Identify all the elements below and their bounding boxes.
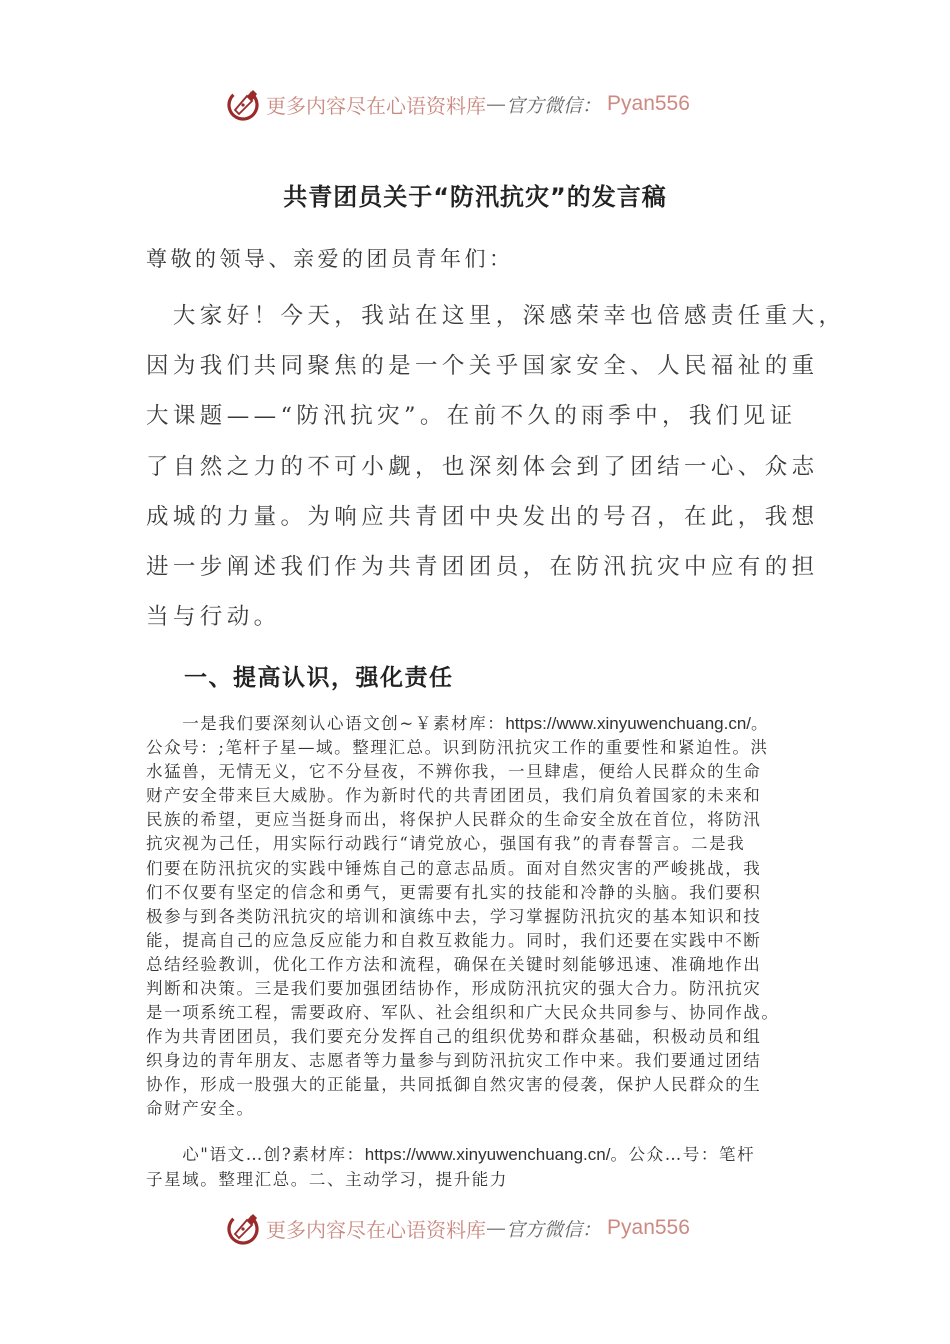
- intro-line: 大家好！今天，我站在这里，深感荣幸也倍感责任重大，: [146, 303, 846, 329]
- section-line: 命财产安全。: [146, 1099, 255, 1118]
- promo-text: 更多内容尽在心语资料库: [266, 1217, 486, 1242]
- section-line: 总结经验教训，优化工作方法和流程，确保在关键时刻能够迅速、准确地作出: [146, 955, 762, 974]
- website-link[interactable]: https://www.xinyuwenchuang.cn/: [505, 714, 752, 733]
- watermark-line-2: 子星域。整理汇总。二、主动学习，提升能力: [146, 1170, 508, 1189]
- separator-dash: —: [486, 1216, 506, 1240]
- wechat-handle: Pyan556: [607, 92, 690, 115]
- section-line: 民族的希望，更应当挺身而出，将保护人民群众的生命安全放在首位，将防汛: [146, 810, 762, 829]
- section-line: 判断和决策。三是我们要加强团结协作，形成防汛抗灾的强大合力。防汛抗灾: [146, 979, 762, 998]
- section-line: 水猛兽，无情无义，它不分昼夜，不辨你我，一旦肆虐，便给人民群众的生命: [146, 762, 762, 781]
- line-suffix: 。: [751, 714, 770, 733]
- intro-line: 因为我们共同聚焦的是一个关乎国家安全、人民福祉的重: [146, 353, 819, 379]
- section-line: 财产安全带来巨大威胁。作为新时代的共青团团员，我们肩负着国家的未来和: [146, 786, 762, 805]
- section-line: 公众号：;笔杆子星—域。整理汇总。识到防汛抗灾工作的重要性和紧迫性。洪: [146, 738, 769, 757]
- section-line: 们要在防汛抗灾的实践中锤炼自己的意志品质。面对自然灾害的严峻挑战，我: [146, 859, 762, 878]
- footer-watermark-banner: [226, 1208, 726, 1248]
- intro-line: 进一步阐述我们作为共青团团员，在防汛抗灾中应有的担: [146, 554, 819, 580]
- intro-line: 大课题——“防汛抗灾”。在前不久的雨季中，我们见证: [146, 403, 797, 429]
- section-line: 是一项系统工程，需要政府、军队、社会组织和广大民众共同参与、协同作战。: [146, 1003, 780, 1022]
- document-title: 共青团员关于“防汛抗灾”的发言稿: [283, 183, 667, 211]
- header-watermark-banner: [226, 84, 726, 124]
- section-line-first: [146, 710, 769, 734]
- section-heading: 一、提高认识，强化责任: [184, 665, 454, 691]
- website-link[interactable]: https://www.xinyuwenchuang.cn/: [364, 1145, 611, 1164]
- pen-nib-logo-icon: [226, 86, 262, 122]
- pen-nib-logo-icon: [226, 1210, 262, 1246]
- intro-line: 了自然之力的不可小觑，也深刻体会到了团结一心、众志: [146, 454, 819, 480]
- section-line: 织身边的青年朋友、志愿者等力量参与到防汛抗灾工作中来。我们要通过团结: [146, 1051, 762, 1070]
- promo-text: 更多内容尽在心语资料库: [266, 93, 486, 118]
- section-line: 抗灾视为己任，用实际行动践行“请党放心，强国有我”的青春誓言。二是我: [146, 834, 746, 853]
- greeting-line: 尊敬的领导、亲爱的团员青年们：: [146, 247, 514, 271]
- wechat-label: 官方微信：: [506, 94, 602, 117]
- section-line: 们不仅要有坚定的信念和勇气，更需要有扎实的技能和冷静的头脑。我们要积: [146, 883, 762, 902]
- line-prefix: 心"语文…创?素材库：: [146, 1145, 365, 1164]
- line-prefix: 一是我们要深刻认心语文创~￥素材库：: [146, 714, 506, 733]
- section-line: 能，提高自己的应急反应能力和自救互救能力。同时，我们还要在实践中不断: [146, 931, 762, 950]
- section-line: 极参与到各类防汛抗灾的培训和演练中去，学习掌握防汛抗灾的基本知识和技: [146, 907, 762, 926]
- wechat-handle: Pyan556: [607, 1216, 690, 1239]
- watermark-line: [146, 1141, 755, 1165]
- intro-line: 当与行动。: [146, 604, 281, 630]
- section-line: 作为共青团团员，我们要充分发挥自己的组织优势和群众基础，积极动员和组: [146, 1027, 762, 1046]
- separator-dash: —: [486, 92, 506, 116]
- section-line: 协作，形成一股强大的正能量，共同抵御自然灾害的侵袭，保护人民群众的生: [146, 1075, 762, 1094]
- wechat-label: 官方微信：: [506, 1218, 602, 1241]
- line-suffix: 。公众…号：笔杆: [610, 1145, 756, 1164]
- intro-line: 成城的力量。为响应共青团中央发出的号召，在此，我想: [146, 504, 819, 530]
